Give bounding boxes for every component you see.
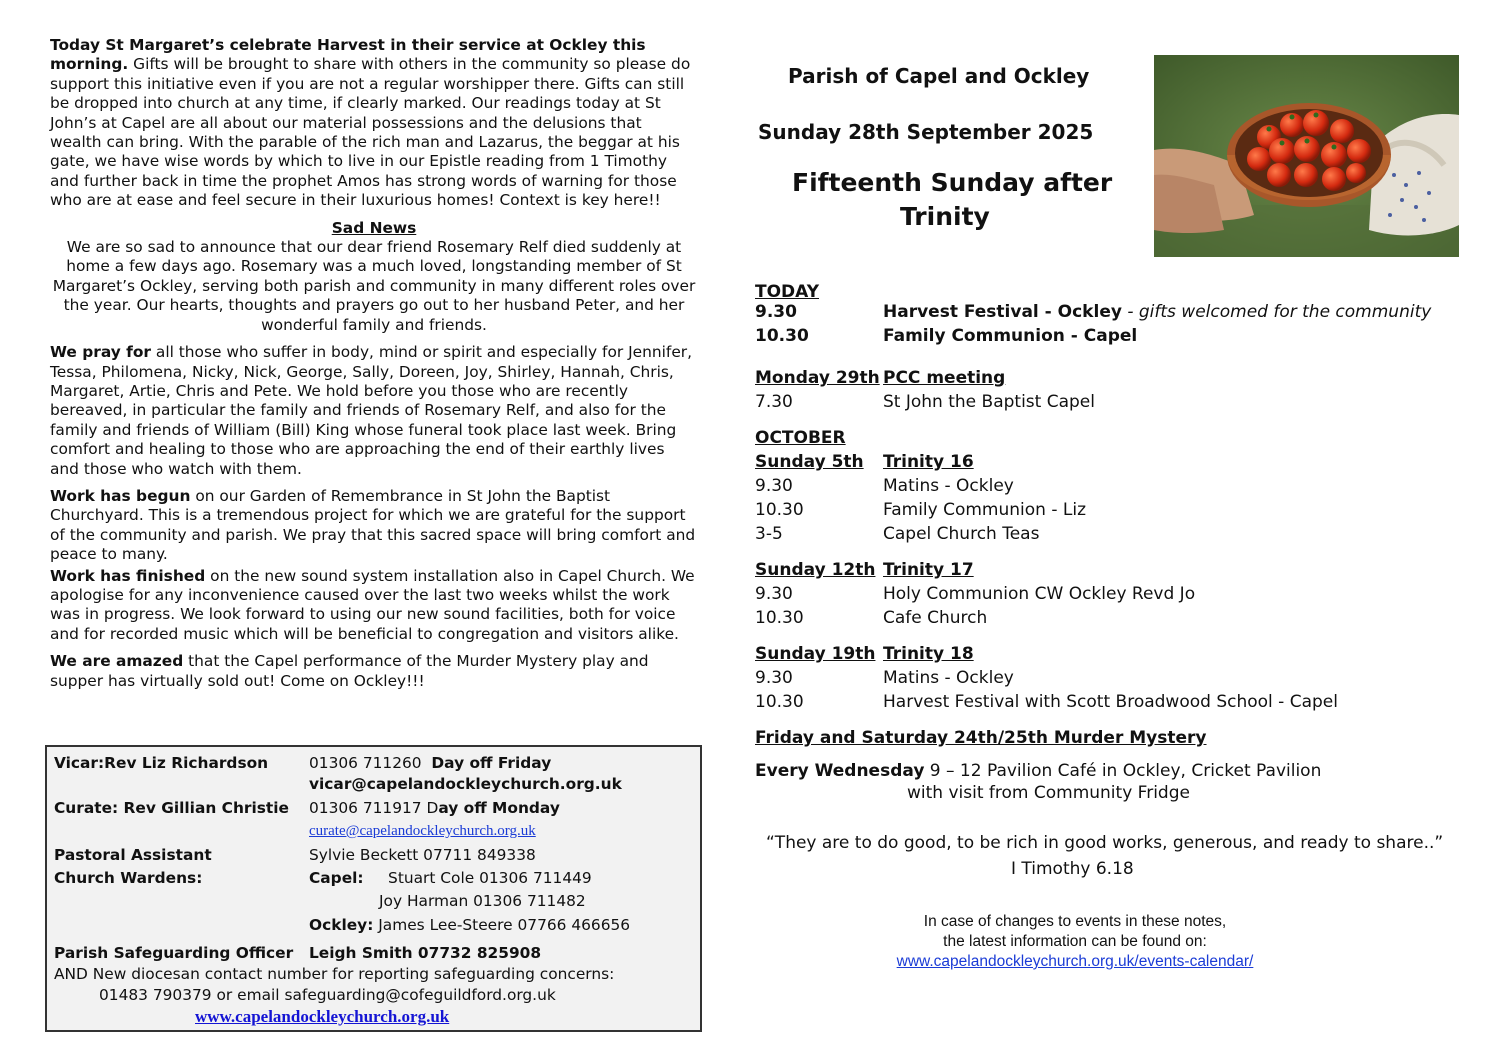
list-item [755, 606, 1455, 630]
item-time: 10.30 [755, 692, 804, 712]
events-calendar-link[interactable]: www.capelandockleychurch.org.uk/events-calendar/ [896, 953, 1254, 970]
wednesday-row [755, 759, 1455, 781]
item-event: Family Communion - Liz [883, 500, 1087, 520]
today-item-1-note: - gifts welcomed for the community [1121, 302, 1432, 322]
work-finished-text: on the new sound system installation also in Capel Church. We apologise for any inconvenience caused over the last two weeks whilst the work was in progress. We look forward to using our new sound facilities, both for voice and for recorded music which will be beneficial to congregation and visitors alike. [50, 566, 695, 643]
diocesan-line-2: 01483 790379 or email safeguarding@cofeguildford.org.uk [99, 986, 556, 1004]
wednesday-row-2 [755, 781, 1455, 805]
sunday-12-trinity: Trinity 17 [883, 560, 974, 580]
item-event: Matins - Ockley [883, 476, 1014, 496]
service-date: Sunday 28th September 2025 [758, 120, 1094, 144]
quote-text: “They are to do good, to be rich in good works, generous, and ready to share..” [766, 833, 1444, 853]
ockley-warden-value: James Lee-Steere 07766 466656 [378, 916, 631, 934]
capel-warden-1: Stuart Cole 01306 711449 [388, 869, 592, 887]
item-time: 10.30 [755, 500, 804, 520]
vicar-dayoff: Day off Friday [431, 754, 552, 772]
tomato-bowl-photo [1154, 55, 1459, 257]
safeguarding-label: Parish Safeguarding Officer [54, 944, 294, 962]
wednesday-line-2: with visit from Community Fridge [907, 783, 1190, 803]
changes-note [780, 912, 1370, 972]
today-item-2 [755, 324, 1455, 348]
parish-title: Parish of Capel and Ockley [788, 64, 1090, 88]
prayer-text: all those who suffer in body, mind or spirit and especially for Jennifer, Tessa, Philomena, Nicky, Nick, George, Sally, Doreen, Joy, Shirley, Hannah, Chris, Margaret, Artie, Chris and Pete. We hold before you those who are recently bereaved, in particular the family and friends of Rosemary Relf, and also for the family and friends of William (Bill) King whose funeral took place last week. Bring comfort and healing to those who are approaching the end of their earthly lives and those who watch with them. [50, 343, 693, 478]
capel-label: Capel: [309, 869, 364, 887]
item-event: Harvest Festival with Scott Broadwood School - Capel [883, 692, 1338, 712]
today-item-1-time: 9.30 [755, 302, 797, 322]
today-item-2-event: Family Communion - Capel [883, 326, 1138, 346]
item-event: Cafe Church [883, 608, 988, 628]
list-item [755, 474, 1455, 498]
sunday-19-trinity: Trinity 18 [883, 644, 974, 664]
item-event: Holy Communion CW Ockley Revd Jo [883, 584, 1196, 604]
curate-phone: 01306 711917 D [309, 799, 439, 817]
list-item [755, 522, 1455, 546]
quote-reference: I Timothy 6.18 [1011, 859, 1134, 879]
changes-note-line-1: In case of changes to events in these notes, [923, 913, 1227, 930]
item-time: 9.30 [755, 668, 793, 688]
monday-title: PCC meeting [883, 368, 1006, 388]
sunday-19-heading [755, 642, 1455, 666]
intro-heading: Today St Margaret’s celebrate Harvest in their service at Ockley this morning. [50, 36, 646, 74]
today-item-2-time: 10.30 [755, 326, 809, 346]
monday-day: Monday 29th [755, 368, 880, 388]
today-item-1-desc [883, 300, 1431, 324]
curate-email-link[interactable]: curate@capelandockleychurch.org.uk [309, 823, 536, 839]
october-heading: OCTOBER [755, 428, 846, 448]
sunday-5-day: Sunday 5th [755, 452, 864, 472]
prayer-paragraph [50, 343, 698, 479]
monday-time: 7.30 [755, 392, 793, 412]
wednesday-text: 9 – 12 Pavilion Café in Ockley, Cricket Pavilion [924, 761, 1322, 781]
left-column [50, 36, 698, 699]
sad-news-text: We are so sad to announce that our dear friend Rosemary Relf died suddenly at home a few days ago. Rosemary was a much loved, longstanding member of St Margaret’s Ockley, serving both parish and community in many different roles over the year. Our hearts, thoughts and prayers go out to her husband Peter, and her wonderful family and friends. [52, 238, 696, 334]
sunday-12-day: Sunday 12th [755, 560, 876, 580]
murder-mystery-row [755, 726, 1455, 750]
item-time: 9.30 [755, 476, 793, 496]
amazed-text: that the Capel performance of the Murder Mystery play and supper has virtually sold out! Come on Ockley!!! [50, 652, 649, 690]
changes-note-line-2: the latest information can be found on: [943, 933, 1207, 950]
sad-news-heading: Sad News [331, 218, 417, 237]
vicar-phone: 01306 711260 [309, 754, 422, 772]
vicar-contact [309, 753, 551, 774]
contact-box [45, 745, 702, 1032]
pastoral-label: Pastoral Assistant [54, 846, 212, 864]
safeguarding-value: Leigh Smith 07732 825908 [309, 944, 542, 962]
harvest-image-icon [1154, 55, 1459, 257]
list-item [755, 582, 1455, 606]
work-begun-heading: Work has begun [50, 486, 191, 505]
ockley-warden [309, 915, 630, 936]
work-finished-paragraph [50, 567, 698, 645]
curate-label: Curate: Rev Gillian Christie [54, 799, 290, 817]
item-time: 3-5 [755, 524, 783, 544]
intro-paragraph [50, 36, 698, 211]
amazed-heading: We are amazed [50, 652, 184, 671]
capel-wardens [309, 868, 592, 889]
sunday-5-trinity: Trinity 16 [883, 452, 974, 472]
amazed-paragraph [50, 652, 698, 691]
work-begun-paragraph [50, 487, 698, 565]
diocesan-line-1: AND New diocesan contact number for reporting safeguarding concerns: [54, 965, 615, 983]
ockley-label: Ockley: [309, 916, 374, 934]
sunday-name-line2: Trinity [900, 202, 990, 231]
list-item [755, 498, 1455, 522]
today-heading: TODAY [755, 282, 819, 302]
list-item [755, 690, 1455, 714]
prayer-heading: We pray for [50, 343, 151, 362]
capel-warden-2: Joy Harman 01306 711482 [379, 892, 586, 910]
item-event: Capel Church Teas [883, 524, 1040, 544]
today-item-1 [755, 300, 1455, 324]
list-item [755, 666, 1455, 690]
pastoral-value: Sylvie Beckett 07711 849338 [309, 846, 536, 864]
work-begun-text: on our Garden of Remembrance in St John the Baptist Churchyard. This is a tremendous project for which we are grateful for the support of the community and parish. We pray that this sacred space will bring comfort and peace to many. [50, 486, 696, 564]
wardens-label: Church Wardens: [54, 869, 203, 887]
murder-mystery: Friday and Saturday 24th/25th Murder Mystery [755, 728, 1207, 748]
monday-place: St John the Baptist Capel [883, 392, 1095, 412]
website-link[interactable]: www.capelandockleychurch.org.uk [195, 1007, 450, 1026]
sunday-name-line1: Fifteenth Sunday after [792, 168, 1113, 197]
item-time: 9.30 [755, 584, 793, 604]
october-heading-row [755, 426, 1455, 450]
intro-text: Gifts will be brought to share with others in the community so please do support this initiative even if you are not a regular worshipper there. Gifts can still be dropped into church at any time, if clearly marked. Our readings today at St John’s at Capel are all about our material possessions and the delusions that wealth can bring. With the parable of the rich man and Lazarus, the beggar at his gate, we have wise words by which to live in our Epistle reading from 1 Timothy and further back in time the prophet Amos has strong words of warning for those who are at ease and feel secure in their luxurious homes! Context is key here!! [50, 55, 691, 210]
curate-contact [309, 798, 560, 819]
monday-heading-row [755, 366, 1455, 390]
vicar-label: Vicar:Rev Liz Richardson [54, 754, 269, 772]
curate-dayoff: ay off Monday [438, 799, 560, 817]
sunday-5-heading [755, 450, 1455, 474]
today-item-1-event: Harvest Festival - Ockley [883, 302, 1122, 322]
schedule [755, 280, 1455, 805]
wednesday-line-1 [755, 759, 1321, 783]
wednesday-heading: Every Wednesday [755, 761, 925, 781]
item-time: 10.30 [755, 608, 804, 628]
monday-item [755, 390, 1455, 414]
sunday-12-heading [755, 558, 1455, 582]
vicar-email[interactable]: vicar@capelandockleychurch.org.uk [309, 775, 622, 793]
work-finished-heading: Work has finished [50, 566, 206, 585]
item-event: Matins - Ockley [883, 668, 1014, 688]
sunday-19-day: Sunday 19th [755, 644, 876, 664]
